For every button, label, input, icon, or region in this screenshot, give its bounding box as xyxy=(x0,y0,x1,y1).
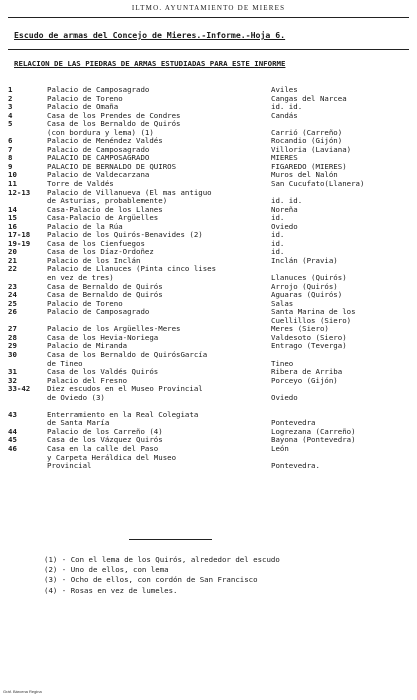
building-name: Casa-Palacio de Argüelles xyxy=(47,213,159,223)
printer-mark: Gráf. Bárcena Regina xyxy=(3,689,42,694)
building-name: Casa de los Hevia-Noriega xyxy=(47,332,159,342)
location: MIERES xyxy=(271,153,298,163)
location: Aviles xyxy=(271,85,298,94)
building-name: de Tineo xyxy=(47,358,83,368)
location: id. xyxy=(271,213,285,223)
row-number: 24 xyxy=(8,290,17,300)
building-name: Palacio de Omaña xyxy=(47,102,119,112)
building-name: Palacio de Valdecarzana xyxy=(47,170,150,180)
row-number: 29 xyxy=(8,341,17,351)
row-number: 10 xyxy=(8,170,17,180)
row-number: 26 xyxy=(8,307,17,317)
row-number: 6 xyxy=(8,136,13,146)
location: Cuellillos (Siero) xyxy=(271,315,352,325)
building-name: Palacio de Menéndez Valdés xyxy=(47,136,163,146)
footnote: (2) - Uno de ellos, con lema xyxy=(44,565,169,575)
row-number: 22 xyxy=(8,264,17,274)
row-number: 23 xyxy=(8,281,17,291)
building-name: Palacio de Toreno xyxy=(47,298,123,308)
building-name: de Asturias, probablemente) xyxy=(47,196,168,206)
building-name: Palacio de los Carreño (4) xyxy=(47,426,163,436)
row-number: 45 xyxy=(8,435,17,445)
building-name: Enterramiento en la Real Colegiata xyxy=(47,409,199,419)
row-number: 21 xyxy=(8,255,17,265)
row-number: 17-18 xyxy=(8,230,31,240)
building-name: PALACIO DE CAMPOSAGRADO xyxy=(47,153,150,163)
location: Noreña xyxy=(271,204,298,214)
row-number: 12-13 xyxy=(8,187,31,197)
building-name: Palacio de Miranda xyxy=(47,341,128,351)
row-number: 20 xyxy=(8,247,17,257)
location: Oviedo xyxy=(271,221,298,231)
row-number: 33-42 xyxy=(8,384,31,394)
building-name: Palacio de los Argüelles-Meres xyxy=(47,324,181,334)
building-name: PALACIO DE BERNALDO DE QUIROS xyxy=(47,161,177,171)
building-name: Casa de los Prendes de Condres xyxy=(47,110,181,120)
row-number: 8 xyxy=(8,153,13,163)
location: Aguaras (Quirós) xyxy=(271,290,343,300)
building-name: Provincial xyxy=(47,461,92,471)
building-name: Casa de los Cienfuegos xyxy=(47,238,145,248)
row-number: 25 xyxy=(8,298,17,308)
row-number: 27 xyxy=(8,324,17,334)
building-name: (con bordura y lema) (1) xyxy=(47,127,154,137)
location: Llanuces (Quirós) xyxy=(271,273,347,283)
row-number: 31 xyxy=(8,367,17,377)
building-name: Palacio de la Rúa xyxy=(47,221,123,231)
location: Candás xyxy=(271,110,298,120)
location: Salas xyxy=(271,298,294,308)
notes-separator xyxy=(129,539,212,540)
location: Ribera de Arriba xyxy=(271,367,343,377)
building-name: Casa de los Vázquez Quirós xyxy=(47,435,163,445)
row-number: 11 xyxy=(8,179,17,189)
location: id. xyxy=(271,230,285,240)
row-number: 14 xyxy=(8,204,17,214)
footnote: (4) - Rosas en vez de lumeles. xyxy=(44,585,178,595)
building-name: Diez escudos en el Museo Provincial xyxy=(47,384,203,394)
location: Villoria (Laviana) xyxy=(271,144,352,154)
building-name: Casa de los Bernaldo de QuirósGarcía xyxy=(47,349,208,359)
list-row xyxy=(0,394,417,403)
location: id. id. xyxy=(271,102,303,112)
list-row xyxy=(0,308,417,317)
header-rule xyxy=(8,17,409,18)
location: Rocandio (Gijón) xyxy=(271,136,343,146)
location: Logrezana (Carreño) xyxy=(271,426,356,436)
location: Valdesoto (Siero) xyxy=(271,332,347,342)
row-number: 4 xyxy=(8,110,13,120)
location: FIGAREDO (MIERES) xyxy=(271,161,347,171)
building-name: Casa de los Valdés Quirós xyxy=(47,367,159,377)
building-name: Palacio de Llanuces (Pinta cinco lises xyxy=(47,264,217,274)
location: Santa Marina de los xyxy=(271,307,356,317)
location: id. xyxy=(271,247,285,257)
building-name: Palacio de Toreno xyxy=(47,93,123,103)
location: Entrago (Teverga) xyxy=(271,341,347,351)
row-number: 43 xyxy=(8,409,17,419)
row-number: 3 xyxy=(8,102,13,112)
stones-list xyxy=(0,86,417,471)
building-name: de Santa María xyxy=(47,418,110,428)
row-number: 44 xyxy=(8,426,17,436)
location: id. id. xyxy=(271,196,303,206)
row-number: 30 xyxy=(8,349,17,359)
row-number: 16 xyxy=(8,221,17,231)
building-name: Palacio de Villanueva (El mas antiguo xyxy=(47,187,212,197)
footnote: (3) - Ocho de ellos, con cordón de San Francisco xyxy=(44,575,258,585)
location: Tineo xyxy=(271,358,294,368)
building-name: Palacio de los Inclán xyxy=(47,255,141,265)
location: Cangas del Narcea xyxy=(271,93,347,103)
building-name: Palacio del Fresno xyxy=(47,375,128,385)
building-name: Torre de Valdés xyxy=(47,179,114,189)
building-name: de Oviedo (3) xyxy=(47,392,105,402)
location: Oviedo xyxy=(271,392,298,402)
row-number: 46 xyxy=(8,443,17,453)
building-name: Palacio de Camposagrado xyxy=(47,307,150,317)
row-number: 5 xyxy=(8,119,13,129)
building-name: Casa en la calle del Paso xyxy=(47,443,159,453)
building-name: en vez de tres) xyxy=(47,273,114,283)
row-number: 2 xyxy=(8,93,13,103)
letterhead: ILTMO. AYUNTAMIENTO DE MIERES xyxy=(131,4,286,12)
row-number: 32 xyxy=(8,375,17,385)
footnotes xyxy=(44,555,280,596)
list-row xyxy=(0,462,417,471)
location: León xyxy=(271,443,289,453)
location: Pontevedra. xyxy=(271,461,320,471)
location: San Cucufato(Llanera) xyxy=(271,179,365,189)
row-number: 28 xyxy=(8,332,17,342)
location: Inclán (Pravia) xyxy=(271,255,338,265)
building-name: Palacio de Camposagrado xyxy=(47,144,150,154)
location: Meres (Siero) xyxy=(271,324,329,334)
list-heading: RELACION DE LAS PIEDRAS DE ARMAS ESTUDIADAS PARA ESTE INFORME xyxy=(14,59,286,68)
row-number: 15 xyxy=(8,213,17,223)
building-name: y Carpeta Heráldica del Museo xyxy=(47,452,177,462)
location: Bayona (Pontevedra) xyxy=(271,435,356,445)
building-name: Palacio de los Quirós-Benavides (2) xyxy=(47,230,203,240)
building-name: Casa-Palacio de los Llanes xyxy=(47,204,163,214)
footnote: (1) - Con el lema de los Quirós, alrededor del escudo xyxy=(44,555,280,564)
row-number: 9 xyxy=(8,161,13,171)
document-title: Escudo de armas del Concejo de Mieres.-Informe.-Hoja 6. xyxy=(14,30,286,40)
building-name: Casa de los Bernaldo de Quirós xyxy=(47,119,181,129)
location: id. xyxy=(271,238,285,248)
location: Arrojo (Quirós) xyxy=(271,281,338,291)
building-name: Casa de Bernaldo de Quirós xyxy=(47,290,163,300)
building-name: Casa de los Díaz-Ordoñez xyxy=(47,247,154,257)
location: Porceyo (Gijón) xyxy=(271,375,338,385)
building-name: Palacio de Camposagrado xyxy=(47,85,150,94)
building-name: Casa de Bernaldo de Quirós xyxy=(47,281,163,291)
location: Muros del Nalón xyxy=(271,170,338,180)
location: Pontevedra xyxy=(271,418,316,428)
row-number: 19-19 xyxy=(8,238,31,248)
location: Carrió (Carreño) xyxy=(271,127,343,137)
row-number: 1 xyxy=(8,85,13,94)
row-number: 7 xyxy=(8,144,13,154)
title-rule xyxy=(8,49,409,50)
